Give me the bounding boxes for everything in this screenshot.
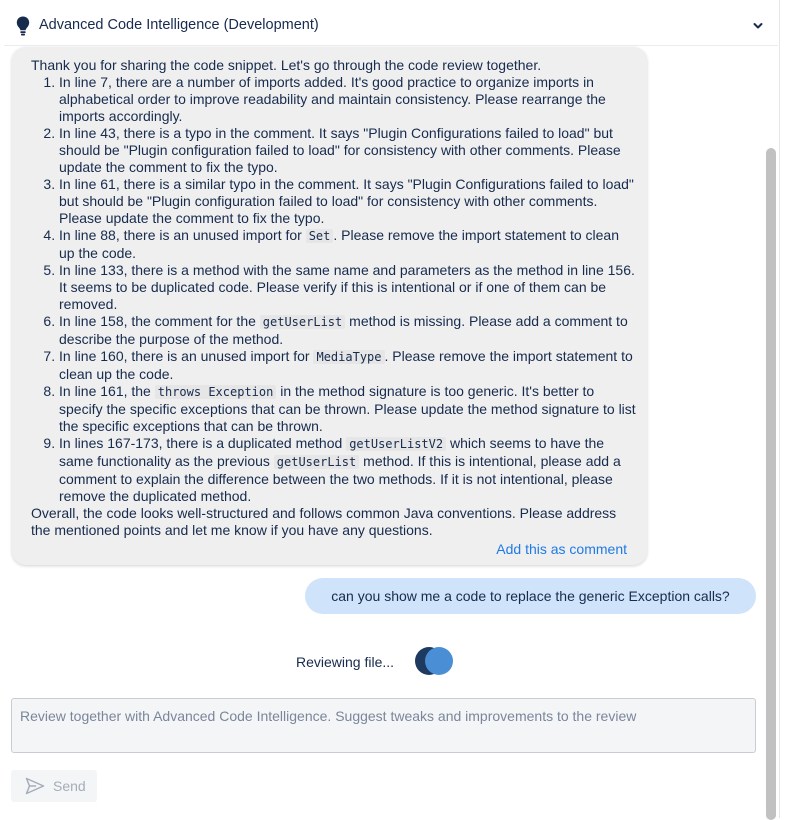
inline-code: Set [306,229,334,243]
send-button[interactable] [11,770,97,802]
assistant-message [12,47,647,565]
review-outro: Overall, the code looks well-structured and follows common Java conventions. Please address the mentioned points and let me know if you have any questions. [31,505,617,538]
user-message [305,578,756,614]
panel-title: Advanced Code Intelligence (Development) [39,17,319,33]
send-icon [25,777,45,795]
scrollbar-thumb[interactable] [766,148,776,820]
list-item: 2. In line 43, there is a typo in the comment. It says "Plugin Configurations failed to load" but should be "Plugin configuration failed to load" for consistency with other comments. Please update the comment to fix the typo. [59,125,637,176]
list-item: 1. In line 7, there are a number of imports added. It's good practice to organize imports in alphabetical order to improve readability and maintain consistency. Please rearrange the imports accordingly. [59,74,637,125]
send-button-label: Send [53,778,86,794]
review-list [31,74,637,505]
inline-code: MediaType [313,350,384,364]
list-item: 6. In line 158, the comment for the getUserList method is missing. Please add a comment to describe the purpose of the method. [59,313,637,348]
inline-code: throws Exception [155,385,277,399]
user-message-text: can you show me a code to replace the generic Exception calls? [331,588,730,604]
inline-code: getUserList [260,315,345,329]
list-item: 7. In line 160, there is an unused import for MediaType . Please remove the import statement to clean up the code. [59,348,637,383]
panel-header[interactable] [4,6,778,46]
list-item: 9. In lines 167-173, there is a duplicated method getUserListV2 which seems to have the same functionality as the previous getUserList method. If this is intentional, please add a comment to explain the difference between the two methods. If it is not intentional, please remove the duplicated method. [59,435,637,505]
add-as-comment-link[interactable]: Add this as comment [496,541,627,557]
review-input[interactable] [11,698,756,753]
review-intro: Thank you for sharing the code snippet. Let's go through the code review together. [31,57,542,73]
panel-divider [779,0,780,818]
inline-code: getUserList [274,455,359,469]
lightbulb-icon [16,16,30,36]
inline-code: getUserListV2 [346,437,446,451]
list-item: 3. In line 61, there is a similar typo in the comment. It says "Plugin Configurations failed to load" but should be "Plugin configuration failed to load" for consistency with other comments. Please update the comment to fix the typo. [59,176,637,227]
chevron-down-icon[interactable] [750,18,766,34]
loading-spinner-icon [414,645,456,677]
assistant-message-text [31,57,637,539]
list-item: 5. In line 133, there is a method with the same name and parameters as the method in line 156. It seems to be duplicated code. Please verify if this is intentional or if one of them can be removed. [59,262,637,313]
list-item: 4. In line 88, there is an unused import for Set . Please remove the import statement to clean up the code. [59,227,637,262]
status-text: Reviewing file... [296,654,395,670]
list-item: 8. In line 161, the throws Exception in the method signature is too generic. It's better to specify the specific exceptions that can be thrown. Please update the method signature to list the specific exceptions that can be thrown. [59,383,637,435]
